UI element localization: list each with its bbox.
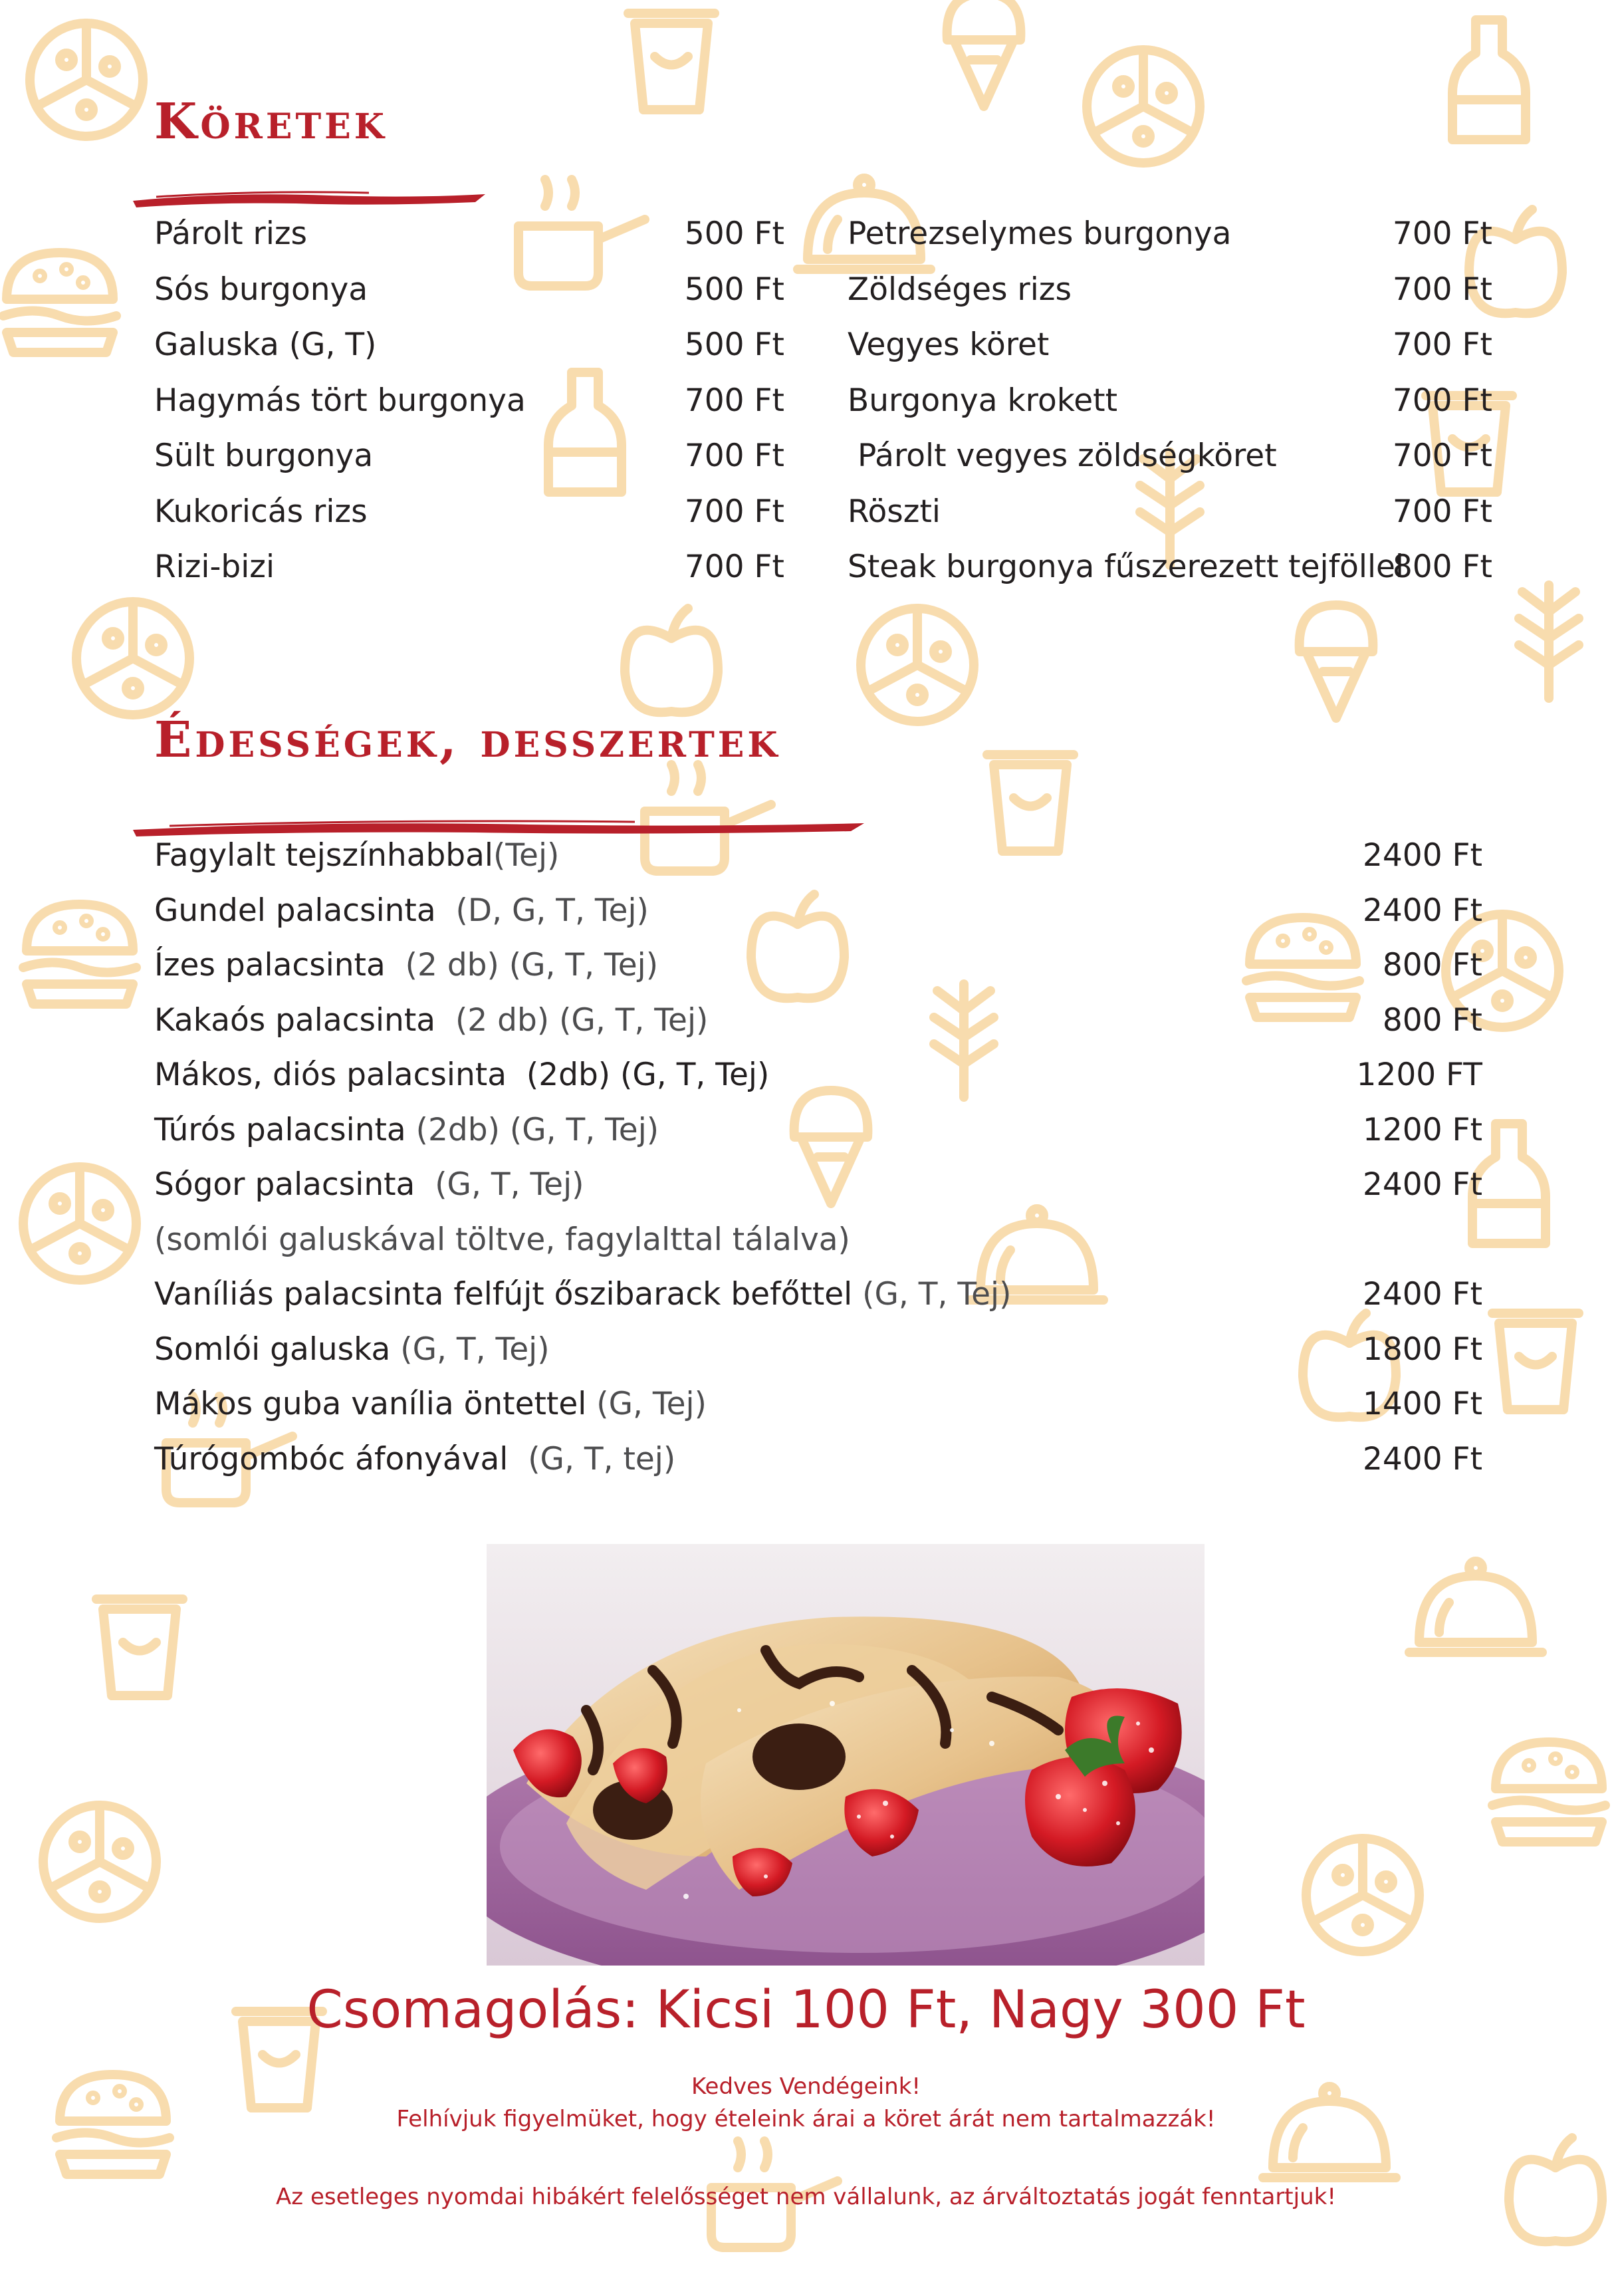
item-price: 500 Ft [684, 271, 784, 308]
item-allergens: (G, T, Tej) [415, 1166, 584, 1203]
item-name [154, 1267, 1011, 1322]
item-name [154, 883, 649, 938]
item-price: 1200 Ft [1362, 1111, 1482, 1148]
item-name [154, 539, 275, 594]
item-price: 1400 Ft [1362, 1386, 1482, 1422]
item-price: 1800 Ft [1362, 1331, 1482, 1368]
item-name-text: Párolt vegyes zöldségköret [848, 438, 1277, 474]
item-name-text: Kakaós palacsinta [154, 1001, 436, 1039]
menu-item [154, 1432, 1482, 1487]
item-price: 700 Ft [684, 493, 784, 530]
item-name-text: Rizi-bizi [154, 549, 275, 585]
item-name-text: Sült burgonya [154, 438, 374, 474]
item-name-text: Fagylalt tejszínhabbal [154, 837, 493, 874]
item-name [154, 828, 559, 883]
item-name [848, 262, 1072, 317]
item-name-text: Kukoricás rizs [154, 493, 368, 530]
item-name [154, 1322, 550, 1377]
item-price: 700 Ft [1392, 493, 1492, 530]
menu-item [154, 1102, 1482, 1158]
notice-greeting: Kedves Vendégeink! [691, 2073, 921, 2100]
item-name-text: Ízes palacsinta [154, 947, 386, 983]
item-name-text: Steak burgonya fűszerezett tejföllel [848, 549, 1404, 585]
menu-item [154, 883, 1482, 938]
item-price: 700 Ft [1392, 215, 1492, 252]
menu-item [154, 317, 784, 372]
item-name [154, 262, 368, 317]
item-name [154, 1047, 769, 1102]
item-name [154, 1157, 584, 1212]
item-name [154, 484, 368, 539]
item-name-text: Gundel palacsinta [154, 892, 436, 929]
menu-item [848, 539, 1492, 594]
item-name-text: Sógor palacsinta [154, 1166, 415, 1203]
item-name [154, 206, 307, 261]
item-price: 700 Ft [1392, 271, 1492, 308]
menu-item [154, 938, 1482, 993]
item-allergens: (2db) (G, T, Tej) [405, 1111, 659, 1148]
item-name-text: Somlói galuska [154, 1331, 391, 1368]
item-price: 1200 FT [1356, 1057, 1482, 1093]
item-allergens: (2 db) (G, T, Tej) [435, 1001, 709, 1039]
item-allergens: (G, T, Tej) [852, 1276, 1012, 1313]
item-name-text: Röszti [848, 493, 941, 530]
menu-item [154, 539, 784, 594]
menu-item [154, 1047, 1482, 1102]
item-name [154, 1376, 707, 1432]
crepes-photo [487, 1544, 1205, 1966]
item-name [848, 206, 1231, 261]
item-name [154, 938, 658, 993]
item-allergens: (G, T, Tej) [390, 1331, 550, 1368]
menu-item [154, 373, 784, 428]
item-price: 2400 Ft [1362, 837, 1482, 874]
item-allergens: (2 db) (G, T, Tej) [385, 947, 659, 983]
item-price: 500 Ft [684, 215, 784, 252]
item-allergens: (Tej) [493, 837, 560, 874]
menu-item [154, 993, 1482, 1048]
item-allergens: (D, G, T, Tej) [435, 892, 649, 929]
item-name [154, 1102, 659, 1158]
item-name [848, 539, 1404, 594]
menu-item [154, 1212, 1482, 1267]
item-price: 700 Ft [684, 438, 784, 474]
item-price: 2400 Ft [1362, 1166, 1482, 1203]
menu-item [154, 262, 784, 317]
menu-item [154, 1267, 1482, 1322]
item-name-text: Petrezselymes burgonya [848, 215, 1232, 252]
menu-item [848, 262, 1492, 317]
item-name [848, 428, 1277, 483]
item-price: 500 Ft [684, 326, 784, 363]
menu-item [848, 428, 1492, 483]
menu-item [848, 373, 1492, 428]
menu-item [154, 1322, 1482, 1377]
section-title-desszertek: Édességek, desszertek [154, 711, 781, 769]
menu-item [154, 428, 784, 483]
item-price: 700 Ft [1392, 382, 1492, 419]
menu-item [154, 828, 1482, 883]
item-name-text: Túrógombóc áfonyával [154, 1440, 509, 1477]
section-title-koretek: Köretek [154, 93, 388, 150]
item-name-text: Sós burgonya [154, 271, 368, 308]
item-name-text: Burgonya krokett [848, 382, 1118, 419]
menu-item [848, 317, 1492, 372]
menu-item [154, 1376, 1482, 1432]
item-name-text: Vaníliás palacsinta felfújt őszibarack befőttel [154, 1276, 853, 1313]
item-name [154, 993, 708, 1048]
item-name-text: Mákos, diós palacsinta (2db) (G, T, Tej) [154, 1057, 770, 1093]
item-allergens: (G, Tej) [586, 1386, 707, 1422]
item-price: 700 Ft [684, 382, 784, 419]
item-name-text: Zöldséges rizs [848, 271, 1072, 308]
item-name [848, 317, 1049, 372]
item-price: 800 Ft [1392, 549, 1492, 585]
item-price: 700 Ft [684, 549, 784, 585]
menu-item [154, 206, 784, 261]
notice-disclaimer: Az esetleges nyomdai hibákért felelősséget nem vállalunk, az árváltoztatás jogát fenntartjuk! [276, 2184, 1336, 2210]
item-name [154, 317, 376, 372]
item-name-text: Mákos guba vanília öntettel [154, 1386, 587, 1422]
notice-price-info: Felhívjuk figyelmüket, hogy ételeink árai a köret árát nem tartalmazzák! [396, 2106, 1216, 2132]
item-name-text: (somlói galuskával töltve, fagylalttal tálalva) [154, 1221, 850, 1258]
item-name [154, 1212, 850, 1267]
item-name-text: Galuska (G, T) [154, 326, 377, 363]
item-price: 700 Ft [1392, 326, 1492, 363]
item-price: 2400 Ft [1362, 1276, 1482, 1313]
item-name-text: Túrós palacsinta [154, 1111, 406, 1148]
item-name [848, 373, 1117, 428]
item-name-text: Hagymás tört burgonya [154, 382, 526, 419]
packaging-price: Csomagolás: Kicsi 100 Ft, Nagy 300 Ft [306, 1980, 1306, 2040]
menu-item [848, 484, 1492, 539]
item-price: 800 Ft [1382, 1001, 1482, 1039]
item-name-text: Vegyes köret [848, 326, 1050, 363]
menu-item [154, 1157, 1482, 1212]
item-name [154, 1432, 675, 1487]
menu-item [154, 484, 784, 539]
item-price: 800 Ft [1382, 947, 1482, 983]
item-name [848, 484, 941, 539]
item-name [154, 373, 526, 428]
item-price: 700 Ft [1392, 438, 1492, 474]
item-allergens: (G, T, tej) [508, 1440, 676, 1477]
item-name [154, 428, 373, 483]
item-price: 2400 Ft [1362, 1440, 1482, 1477]
item-name-text: Párolt rizs [154, 215, 308, 252]
item-price: 2400 Ft [1362, 892, 1482, 929]
menu-item [848, 206, 1492, 261]
